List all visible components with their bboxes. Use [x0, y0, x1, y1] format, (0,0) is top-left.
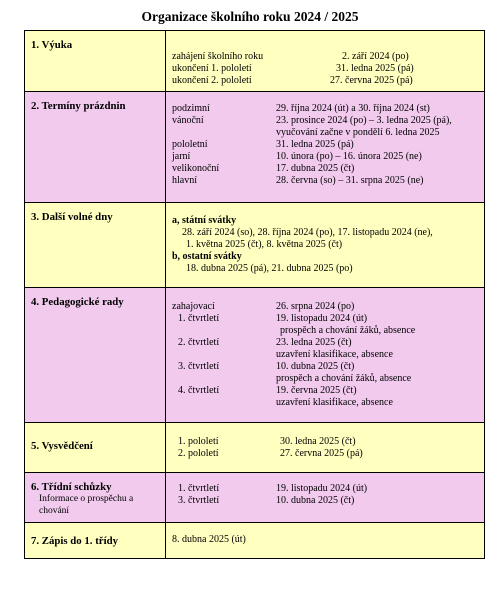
- list-item: 18. dubna 2025 (pá), 21. dubna 2025 (po): [186, 263, 353, 274]
- list-item: hlavní 28. června (so) – 31. srpna 2025 (ne): [172, 175, 424, 186]
- list-item: 1. května 2025 (čt), 8. května 2025 (čt): [186, 239, 343, 250]
- section-vysvedceni: [25, 423, 485, 473]
- section-zapis: [25, 523, 485, 559]
- list-item: 3. čtvrtletí 10. dubna 2025 (čt): [178, 361, 355, 372]
- section-heading: 1. Výuka: [25, 31, 166, 92]
- list-item: prospěch a chování žáků, absence: [280, 325, 416, 336]
- list-item: prospěch a chování žáků, absence: [276, 373, 412, 384]
- list-item: 2. pololetí 27. června 2025 (pá): [178, 448, 363, 459]
- list-item: 8. dubna 2025 (út): [172, 534, 246, 545]
- subsection-title: a, státní svátky: [172, 215, 237, 226]
- list-item: uzavření klasifikace, absence: [276, 397, 393, 408]
- list-item: 2. čtvrtletí 23. ledna 2025 (čt): [178, 337, 352, 348]
- list-item: jarní 10. února (po) – 16. února 2025 (ne): [172, 151, 422, 162]
- list-item: 1. pololetí 30. ledna 2025 (čt): [178, 436, 356, 447]
- section-subheading: Informace o prospěchu a: [39, 494, 134, 504]
- section-heading: 3. Další volné dny: [25, 203, 166, 288]
- section-heading: 7. Zápis do 1. třídy: [25, 523, 166, 559]
- section-pedagogicke-rady: [25, 288, 485, 423]
- section-vyuka: [25, 31, 485, 92]
- section-prazdniny: [25, 92, 485, 203]
- list-item: vánoční 23. prosince 2024 (po) – 3. ledna 2025 (pá),: [172, 115, 452, 126]
- list-item: zahajovací 26. srpna 2024 (po): [172, 301, 355, 312]
- section-volne-dny: [25, 203, 485, 288]
- list-item: 3. čtvrtletí 10. dubna 2025 (čt): [178, 495, 355, 506]
- page-title: Organizace školního roku 2024 / 2025: [141, 9, 359, 24]
- section-tridni-schuzky: [25, 473, 485, 523]
- list-item: 1. čtvrtletí 19. listopadu 2024 (út): [178, 483, 368, 494]
- list-item: zahájení školního roku 2. září 2024 (po): [172, 51, 409, 62]
- list-item: vyučování začne v pondělí 6. ledna 2025: [276, 127, 440, 138]
- schedule-table: [24, 30, 485, 559]
- section-heading: 6. Třídní schůzky: [31, 481, 112, 493]
- list-item: 1. čtvrtletí 19. listopadu 2024 (út): [178, 313, 368, 324]
- section-heading: 2. Termíny prázdnin: [25, 92, 166, 203]
- list-item: ukončení 1. pololetí 31. ledna 2025 (pá): [172, 63, 414, 74]
- subsection-title: b, ostatní svátky: [172, 251, 242, 262]
- list-item: podzimní 29. října 2024 (út) a 30. října 2024 (st): [172, 103, 430, 114]
- section-heading: 4. Pedagogické rady: [25, 288, 166, 423]
- list-item: 28. září 2024 (so), 28. října 2024 (po), 17. listopadu 2024 (ne),: [182, 227, 433, 238]
- section-heading: 5. Vysvědčení: [25, 423, 166, 473]
- list-item: 4. čtvrtletí 19. června 2025 (čt): [178, 385, 357, 396]
- section-subheading: chování: [39, 506, 70, 516]
- list-item: velikonoční 17. dubna 2025 (čt): [172, 163, 355, 174]
- list-item: ukončení 2. pololetí 27. června 2025 (pá): [172, 75, 413, 86]
- list-item: pololetní 31. ledna 2025 (pá): [172, 139, 354, 150]
- list-item: uzavření klasifikace, absence: [276, 349, 393, 360]
